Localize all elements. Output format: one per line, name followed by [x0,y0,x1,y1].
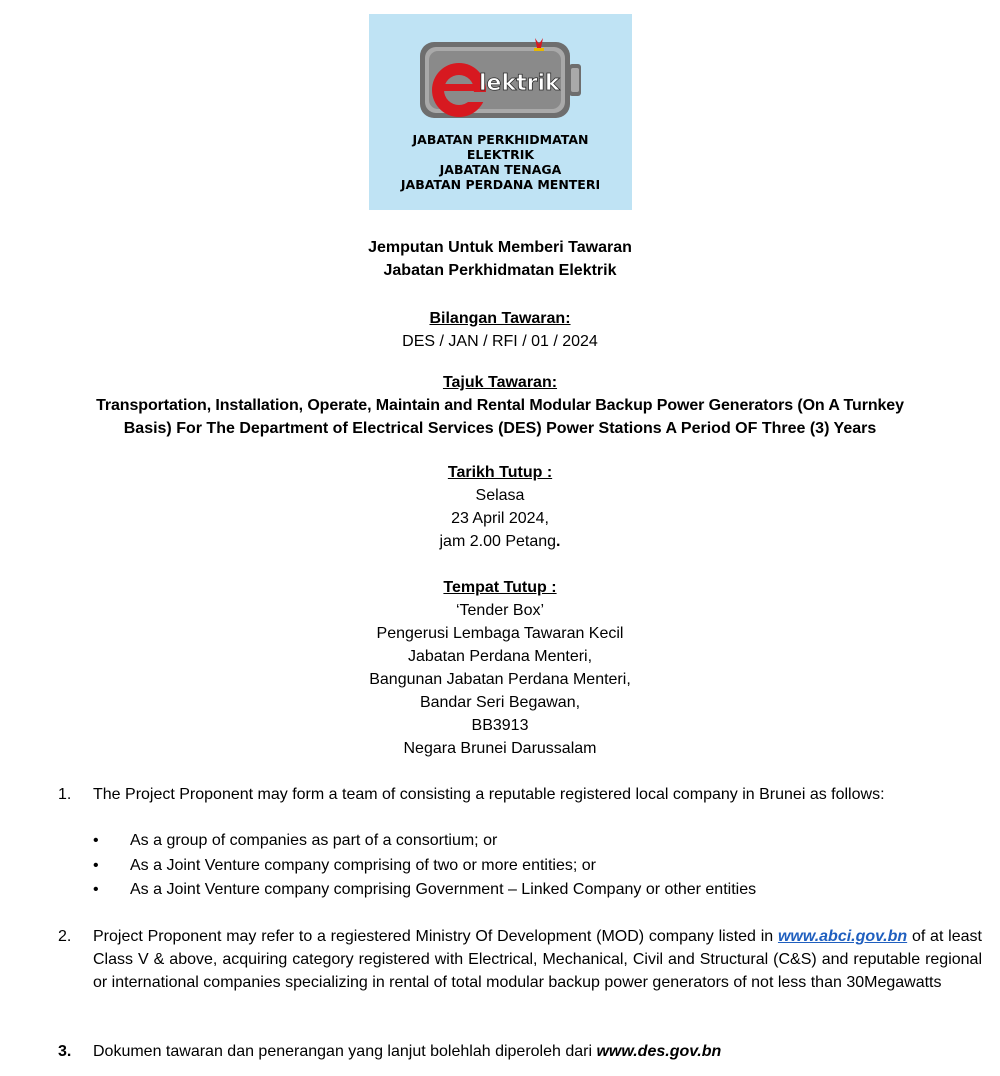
place-line-5: Bandar Seri Begawan, [419,694,581,711]
closing-time-end: . [556,533,561,550]
tender-title-label: Tajuk Tawaran: [442,374,558,391]
closing-date: 23 April 2024, [451,510,549,527]
logo-line-2: ELEKTRIK [466,147,535,162]
item-2-number: 2. [58,928,72,945]
logo-line-4: JABATAN PERDANA MENTERI [400,177,601,192]
agency-logo [369,14,632,210]
header-line-2: Jabatan Perkhidmatan Elektrik [383,262,617,279]
abci-link[interactable]: www.abci.gov.bn [777,928,908,945]
closing-date-section [0,461,1000,553]
bullet-text-3: As a Joint Venture company comprising Government – Linked Company or other entities [130,881,757,898]
logo-line-3: JABATAN TENAGA [439,162,562,177]
place-line-2: Pengerusi Lembaga Tawaran Kecil [376,625,624,642]
tender-number-label: Bilangan Tawaran: [429,310,571,327]
bullet-icon: • [93,857,99,874]
place-line-7: Negara Brunei Darussalam [403,740,597,757]
des-website-link[interactable]: www.des.gov.bn [596,1043,722,1060]
item-2-text [93,925,982,994]
tender-title-line-1: Transportation, Installation, Operate, Maintain and Rental Modular Backup Power Generators (On A Turnkey [96,397,904,414]
bullet-text-2: As a Joint Venture company comprising of two or more entities; or [130,857,596,874]
closing-date-label: Tarikh Tutup : [447,464,553,481]
tender-number-value: DES / JAN / RFI / 01 / 2024 [402,333,598,350]
header-title [0,236,1000,282]
tender-title-line-2: Basis) For The Department of Electrical Services (DES) Power Stations A Period OF Three (3) Years [123,420,877,437]
bullet-icon: • [93,832,99,849]
bullet-icon: • [93,881,99,898]
logo-wordmark: lektrik [479,71,560,96]
item-3-number: 3. [58,1043,72,1060]
place-line-3: Jabatan Perdana Menteri, [407,648,593,665]
logo-agency-text [369,132,632,192]
item-3-text-body: Dokumen tawaran dan penerangan yang lanjut bolehlah diperoleh dari [93,1043,593,1060]
closing-place-section [0,576,1000,760]
header-line-1: Jemputan Untuk Memberi Tawaran [368,239,632,256]
closing-day: Selasa [475,487,525,504]
item-2-text-after: of at least Class V & above, acquiring category registered with Electrical, Mechanical, Civil and Structural (C&S) and reputable regional or international companies specializing in rental of total modular backup power generators of not less than 30Megawatts [93,928,982,991]
elektrik-badge-logo [417,34,583,126]
logo-line-1: JABATAN PERKHIDMATAN [412,132,589,147]
item-1-text: The Project Proponent may form a team of consisting a reputable registered local company in Brunei as follows: [93,786,885,803]
place-line-6: BB3913 [471,717,529,734]
closing-time-line [0,530,1000,553]
place-line-4: Bangunan Jabatan Perdana Menteri, [369,671,631,688]
item-3-text [93,1040,982,1063]
place-line-1: ‘Tender Box’ [455,602,545,619]
item-2-text-before: Project Proponent may refer to a regiestered Ministry Of Development (MOD) company listed in [93,928,774,945]
item-1-number: 1. [58,786,72,803]
closing-time: jam 2.00 Petang [439,533,557,550]
tender-number-section [0,307,1000,353]
bullet-text-1: As a group of companies as part of a consortium; or [130,832,498,849]
closing-place-label: Tempat Tutup : [443,579,557,596]
tender-title-section [0,371,1000,440]
